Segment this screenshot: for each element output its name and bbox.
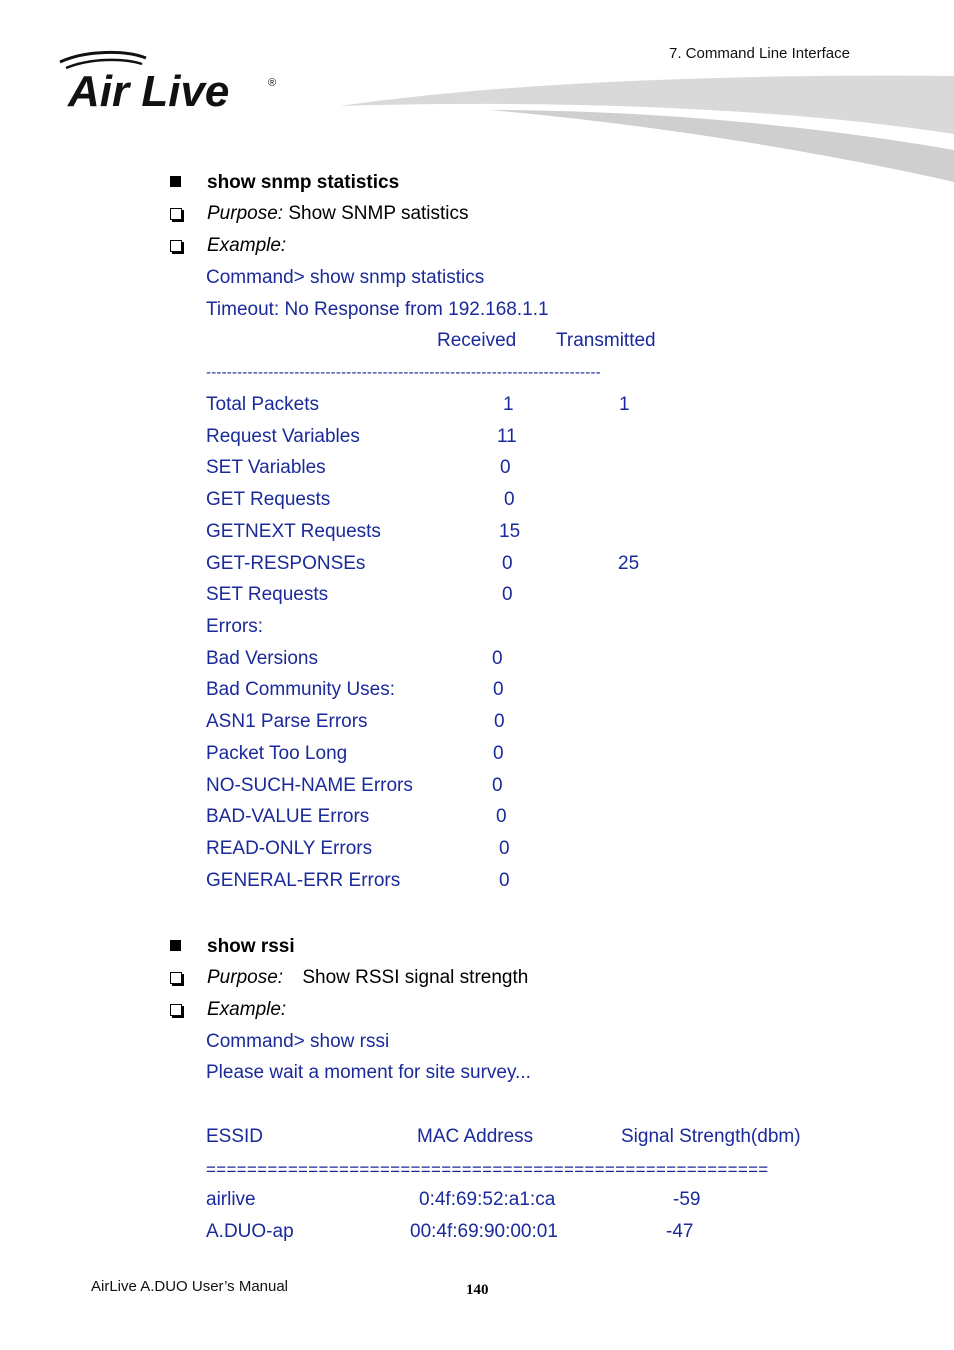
rssi-signal: -59 xyxy=(673,1189,701,1210)
purpose-text: Show SNMP satistics xyxy=(288,203,469,224)
stat-received: 0 xyxy=(502,553,513,574)
stat-received: 0 xyxy=(496,806,507,827)
purpose-text: Show RSSI signal strength xyxy=(302,967,529,988)
rssi-essid: airlive xyxy=(206,1189,256,1210)
checkbox-bullet-icon xyxy=(170,240,182,252)
stat-label: GET Requests xyxy=(206,489,331,510)
footer-manual-title: AirLive A.DUO User’s Manual xyxy=(91,1278,289,1295)
stat-received: 0 xyxy=(502,584,513,605)
stat-received: 0 xyxy=(492,775,503,796)
stat-label: Total Packets xyxy=(206,394,319,415)
chapter-title: 7. Command Line Interface xyxy=(669,45,850,62)
stat-label: Bad Community Uses: xyxy=(206,679,396,700)
stat-received: 0 xyxy=(499,838,510,859)
purpose-label: Purpose: xyxy=(207,967,284,988)
stat-received: 1 xyxy=(503,394,514,415)
column-header-signal: Signal Strength(dbm) xyxy=(621,1126,801,1147)
rssi-essid: A.DUO-ap xyxy=(206,1221,294,1242)
stat-label: NO-SUCH-NAME Errors xyxy=(206,775,413,796)
stat-label: Request Variables xyxy=(206,426,360,447)
rssi-signal: -47 xyxy=(666,1221,694,1242)
rssi-mac: 00:4f:69:90:00:01 xyxy=(410,1221,558,1242)
column-header-transmitted: Transmitted xyxy=(556,330,656,351)
purpose-line xyxy=(207,967,528,989)
purpose-line xyxy=(207,203,469,225)
example-label: Example: xyxy=(207,235,287,256)
bullet-square-icon xyxy=(170,940,181,951)
column-header-essid: ESSID xyxy=(206,1126,264,1147)
stat-received: 0 xyxy=(493,679,504,700)
stat-received: 11 xyxy=(497,426,517,447)
stat-received: 0 xyxy=(500,457,511,478)
stat-label: GET-RESPONSEs xyxy=(206,553,366,574)
checkbox-bullet-icon xyxy=(170,208,182,220)
bullet-square-icon xyxy=(170,176,181,187)
command-line: Command> show snmp statistics xyxy=(206,267,485,288)
command-line: Command> show rssi xyxy=(206,1031,390,1052)
stat-label: Bad Versions xyxy=(206,648,318,669)
brand-name: Air Live xyxy=(68,67,230,112)
page-number: 140 xyxy=(466,1282,489,1298)
stat-label: SET Variables xyxy=(206,457,326,478)
rssi-mac: 0:4f:69:52:a1:ca xyxy=(419,1189,556,1210)
stat-group-label: Errors: xyxy=(206,616,263,637)
column-header-received: Received xyxy=(437,330,517,351)
column-header-mac: MAC Address xyxy=(417,1126,534,1147)
section-title: show rssi xyxy=(207,936,295,957)
stat-label: GETNEXT Requests xyxy=(206,521,381,542)
stat-received: 0 xyxy=(499,870,510,891)
checkbox-bullet-icon xyxy=(170,1004,182,1016)
stat-received: 0 xyxy=(494,711,505,732)
output-line: Please wait a moment for site survey... xyxy=(206,1062,531,1083)
stat-label: READ-ONLY Errors xyxy=(206,838,373,859)
section-title: show snmp statistics xyxy=(207,172,400,193)
stat-received: 0 xyxy=(492,648,503,669)
stat-label: Packet Too Long xyxy=(206,743,348,764)
stat-transmitted: 25 xyxy=(618,553,640,574)
brand-mark: ® xyxy=(268,77,277,89)
airlive-logo xyxy=(56,48,286,117)
purpose-label: Purpose: xyxy=(207,203,284,224)
stat-label: ASN1 Parse Errors xyxy=(206,711,368,732)
stat-received: 0 xyxy=(493,743,504,764)
table-separator: ---------------------------------------------------------------------------- xyxy=(206,364,601,381)
checkbox-bullet-icon xyxy=(170,972,182,984)
stat-label: BAD-VALUE Errors xyxy=(206,806,370,827)
header-swoosh xyxy=(340,70,954,195)
stat-label: SET Requests xyxy=(206,584,329,605)
stat-received: 15 xyxy=(499,521,521,542)
stat-transmitted: 1 xyxy=(619,394,630,415)
example-label: Example: xyxy=(207,999,287,1020)
stat-received: 0 xyxy=(504,489,515,510)
stat-label: GENERAL-ERR Errors xyxy=(206,870,401,891)
table-separator: ======================================================= xyxy=(206,1160,769,1179)
output-line: Timeout: No Response from 192.168.1.1 xyxy=(206,299,549,320)
